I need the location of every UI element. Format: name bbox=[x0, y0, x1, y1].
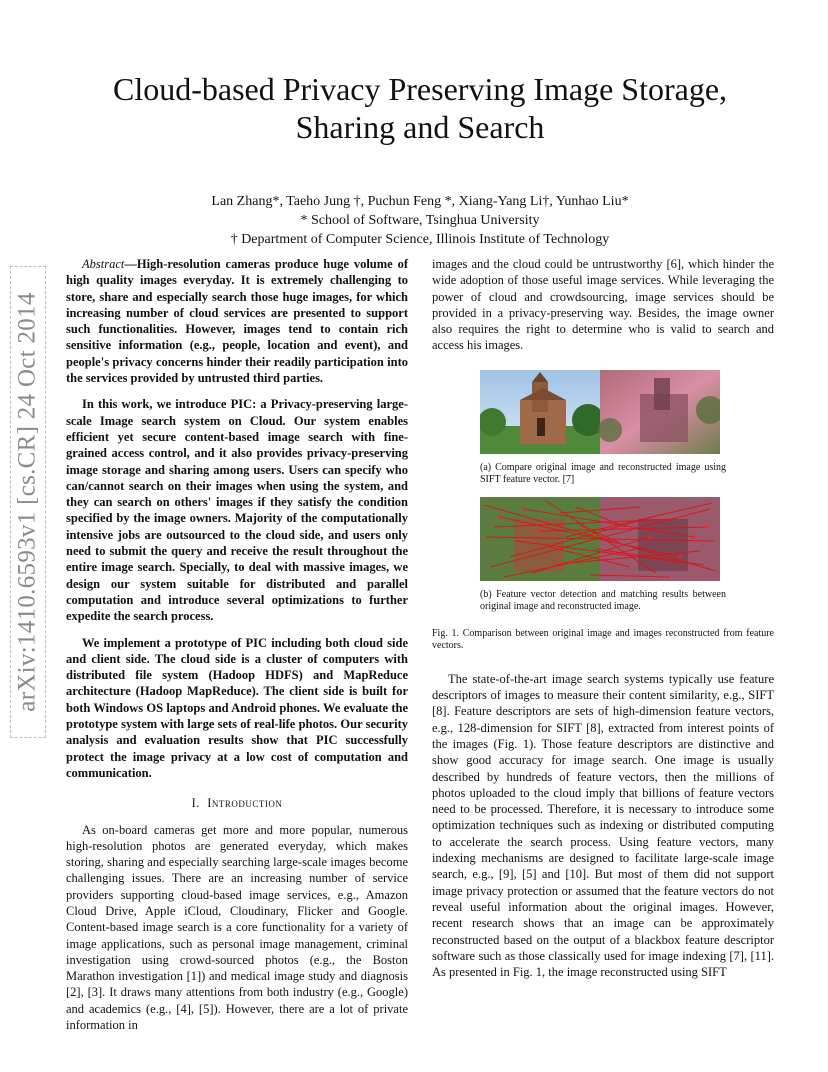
author-list: Lan Zhang*, Taeho Jung †, Puchun Feng *, Xiang-Yang Li†, Yunhao Liu* bbox=[211, 194, 629, 209]
figure-1a-photos bbox=[480, 370, 720, 454]
abstract-paragraph-2: In this work, we introduce PIC: a Privacy-preserving large-scale Image search system on Cloud. Our system enables efficient yet secure content-based image search with fine-grained access control, and it also provides privacy-preserving image storage and sharing among users. Users can specify who can/cannot search on their images when using the system, and they can search on others' images if they satisfy the condition specified by the image owners. Majority of the computationally intensive jobs are outsourced to the cloud side, and users only need to submit the query and receive the result throughout the entire image search. Specially, to deal with massive images, we design our system suitable for distributed and parallel computation and introduce several optimizations to further expedite the search process. bbox=[66, 397, 408, 624]
section-title: Introduction bbox=[207, 796, 283, 811]
figure-1a-image bbox=[480, 370, 720, 454]
figure-1b-caption: (b) Feature vector detection and matching results between original image and reconstructed image. bbox=[480, 588, 726, 613]
author-block bbox=[80, 192, 760, 249]
left-column bbox=[66, 256, 408, 1033]
arxiv-identifier-stamp bbox=[10, 266, 46, 738]
abstract-text-1: —High-resolution cameras produce huge volume of high quality images everyday. It is extremely challenging to store, share and especially search those huge images, for which increasing number of cloud services are presented to support such functionalities. However, images tend to contain rich sensitive information (e.g., people, location and event), and people's privacy concerns hinder their readily participation into the services provided by untrusted third parties. bbox=[66, 257, 408, 386]
paper-title bbox=[80, 70, 760, 146]
figure-1b-matching bbox=[480, 497, 720, 581]
section-number: I. bbox=[191, 796, 200, 811]
affiliation-tsinghua: * School of Software, Tsinghua University bbox=[300, 213, 540, 228]
figure-1b-image bbox=[480, 497, 720, 581]
arxiv-identifier-text: arXiv:1410.6593v1 [cs.CR] 24 Oct 2014 bbox=[14, 292, 42, 712]
abstract-paragraph-3: We implement a prototype of PIC including both cloud side and client side. The cloud side is a cluster of computers with distributed file system (Hadoop HDFS) and MapReduce architecture (Hadoop MapReduce). The client side is built for both Windows OS laptops and Android phones. We evaluate the prototype system with large sets of real-life photos. Our security analysis and evaluation results show that PIC successfully protect the image privacy at a low cost of computation and communication. bbox=[66, 635, 408, 780]
figure-1-caption: Fig. 1. Comparison between original image and images reconstructed from feature vectors. bbox=[432, 627, 774, 652]
abstract-paragraph-1 bbox=[66, 256, 408, 386]
section-heading-introduction bbox=[66, 795, 408, 811]
right-column bbox=[432, 256, 774, 980]
title-line-1: Cloud-based Privacy Preserving Image Storage, bbox=[112, 71, 728, 107]
figure-1 bbox=[480, 370, 726, 614]
intro-paragraph-1: As on-board cameras get more and more popular, numerous high-resolution photos are generated everyday, which makes storing, sharing and especially searching large-scale images become challenging issues. There are an increasing number of service providers supporting cloud-based image services, e.g., Amazon Cloud Drive, Apple iCloud, Cloudinary, Flicker and Google. Content-based image search is a core functionality for a variety of image applications, such as personal image management, criminal investigation using crowd-sourced photos (e.g., the Boston Marathon investigation [1]) and medical image study and diagnosis [2], [3]. It draws many attentions from both industry (e.g., Google) and academics (e.g., [4], [5]). However, there are a lot of private information in bbox=[66, 822, 408, 1033]
intro-paragraph-continued: images and the cloud could be untrustworthy [6], which hinder the wide adoption of those useful image services. While leveraging the power of cloud and crowdsourcing, image services should be provided in a privacy-preserving way. Besides, the image owner also requires the right to determine who is valid to search and access his images. bbox=[432, 257, 774, 353]
figure-1a-caption: (a) Compare original image and reconstructed image using SIFT feature vector. [7] bbox=[480, 461, 726, 486]
abstract-label: Abstract bbox=[82, 257, 125, 271]
title-line-2: Sharing and Search bbox=[295, 109, 545, 145]
affiliation-iit: † Department of Computer Science, Illinois Institute of Technology bbox=[230, 232, 610, 247]
intro-paragraph-2: The state-of-the-art image search systems typically use feature descriptors of images to measure their content similarity, e.g., SIFT [8]. Feature descriptors are sets of high-dimension feature vectors, e.g., 128-dimension for SIFT [8], extracted from interest points of the images (Fig. 1). Those feature descriptors are distinctive and show good accuracy for image search. One image is usually described by hundreds of feature vectors, then the millions of photos uploaded to the cloud imply that billions of feature vectors need to be processed. Therefore, it is necessary to introduce some optimization techniques such as indexing or distributed computing to accelerate the search process. Using feature vectors, many indexing mechanisms are designed to facilitate large-scale image search, e.g., [9], [5] and [10]. But most of them did not support image privacy protection or assumed that the feature vectors do not reveal useful information about the original images. However, recent research shows that an image can be approximately reconstructed based on the output of a blackbox feature descriptor software such as those classically used for image indexing [7], [11]. As presented in Fig. 1, the image reconstructed using SIFT bbox=[432, 671, 774, 980]
